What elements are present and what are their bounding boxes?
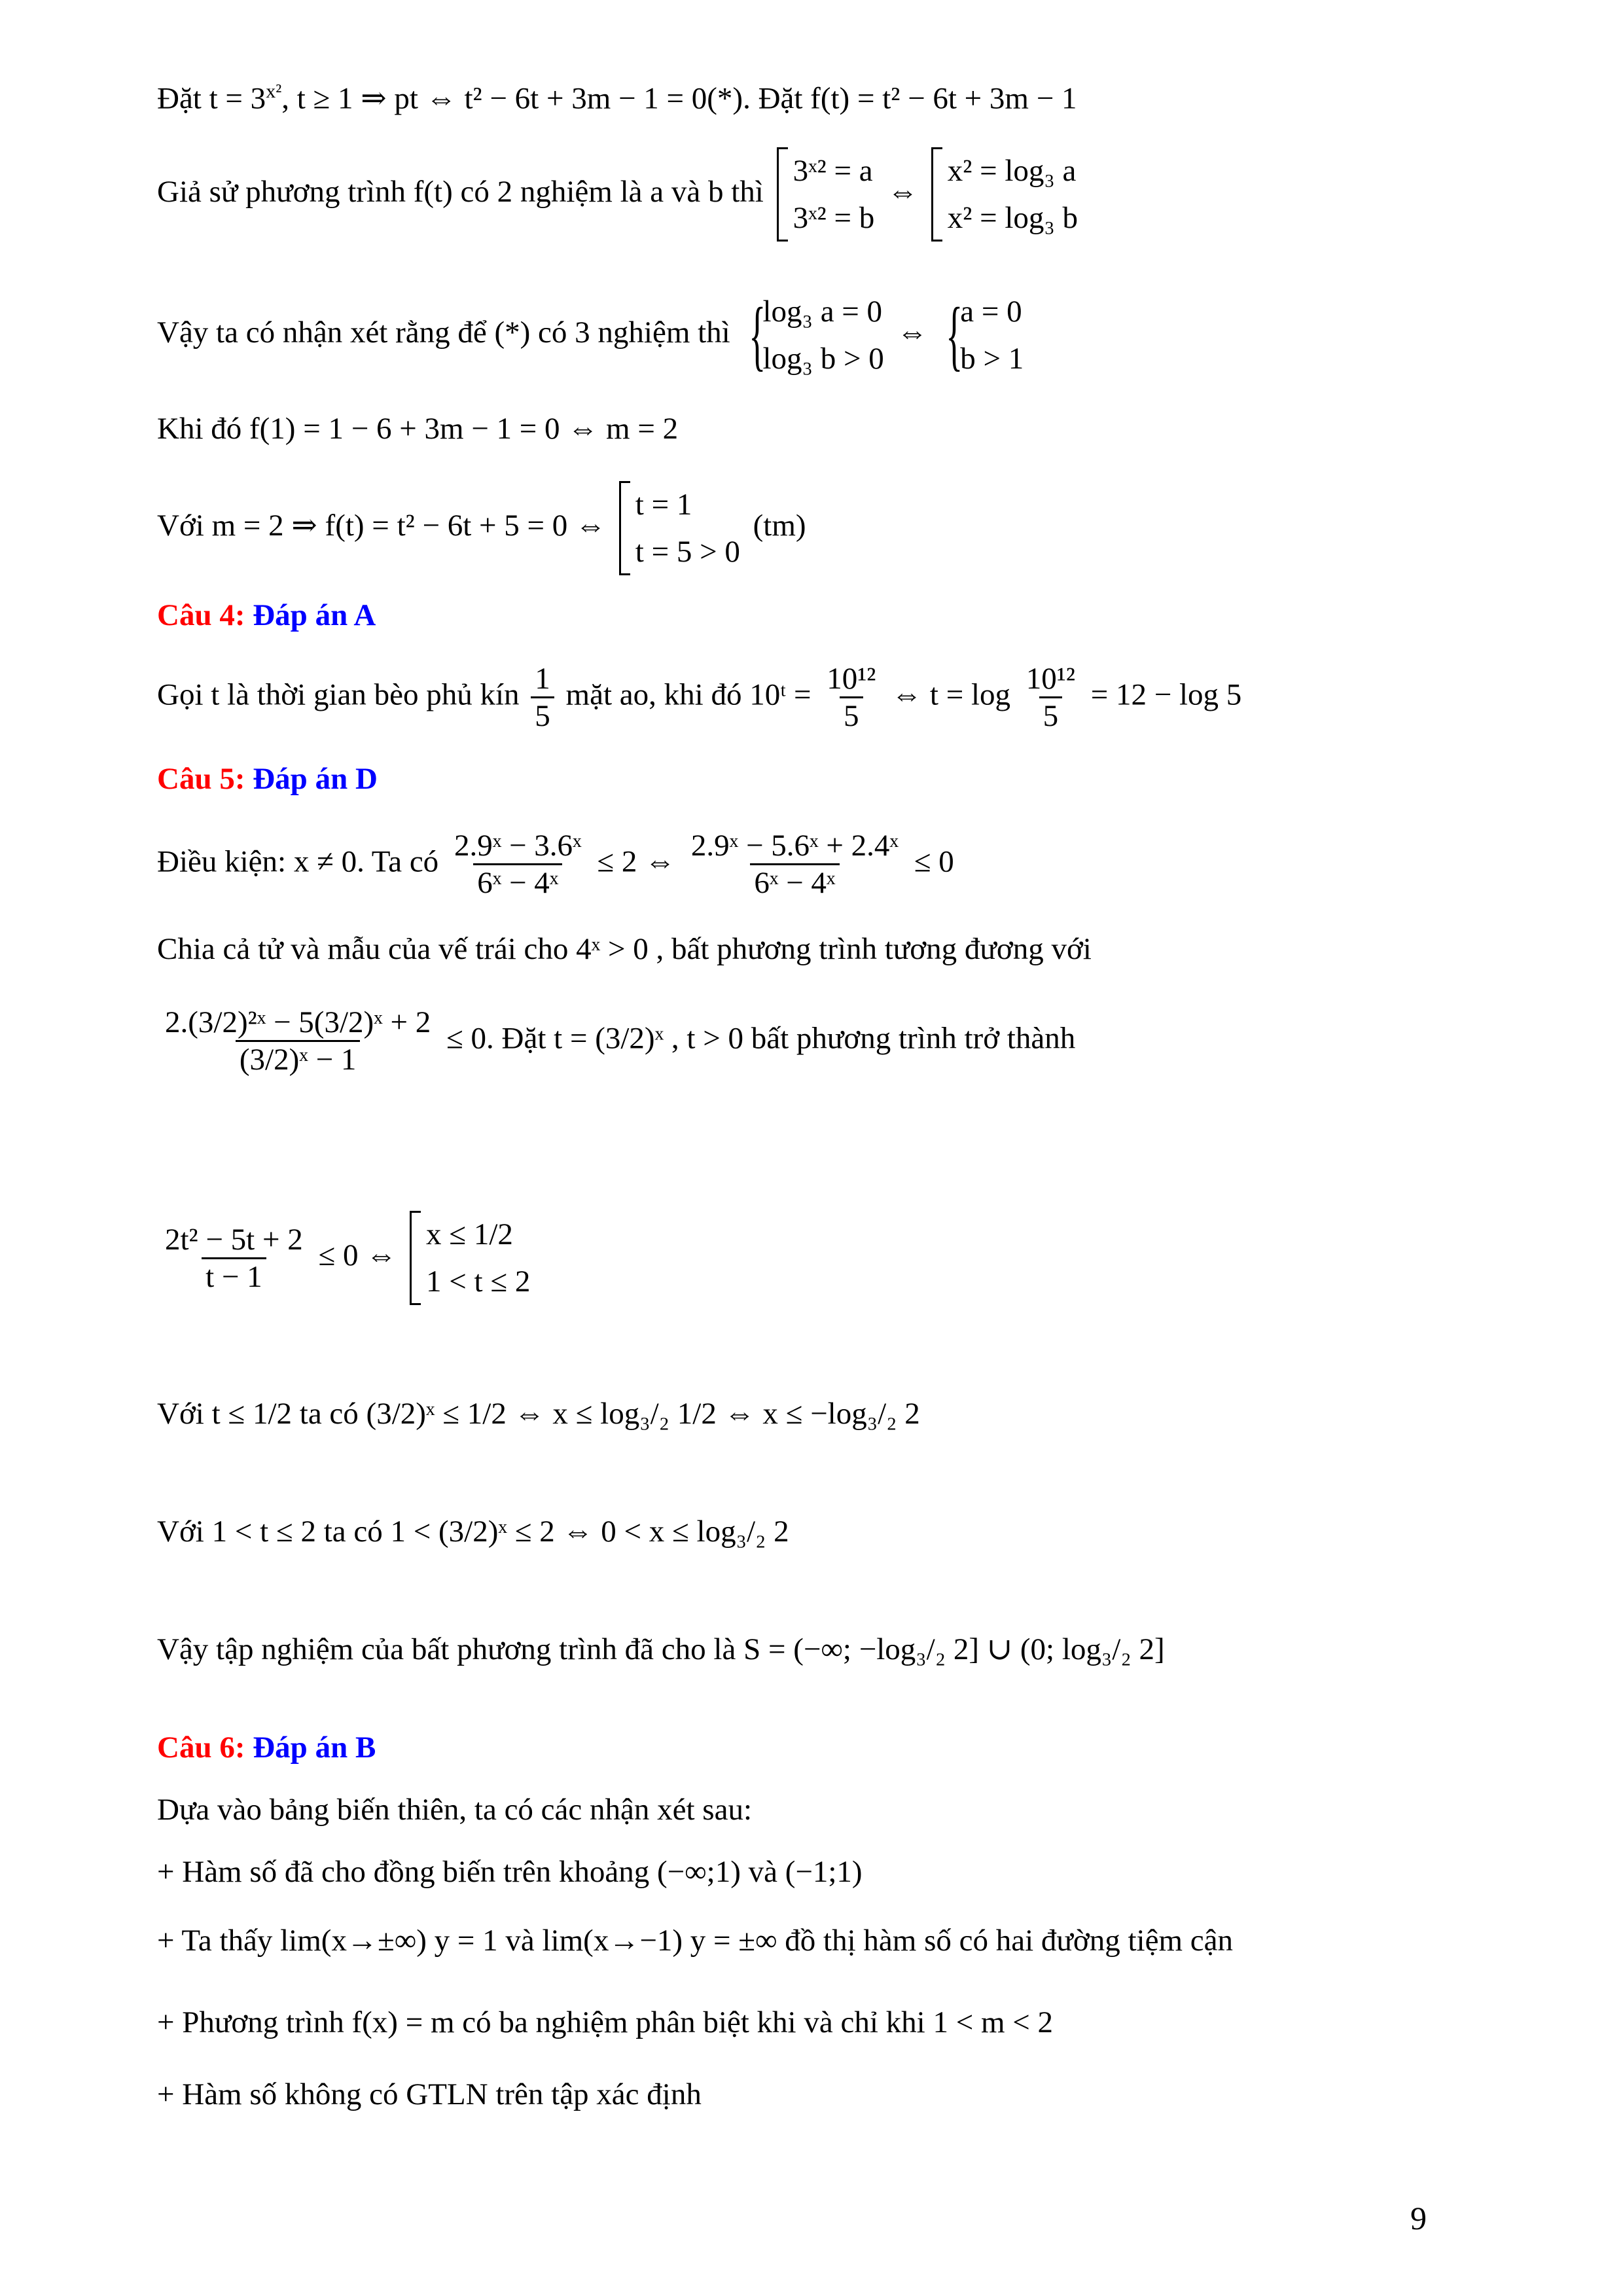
heading-question-6 [157, 1728, 376, 1767]
fraction: $\frac{\text{10¹²}}{5}$ [827, 662, 876, 733]
heading-question-4 [157, 596, 376, 635]
system-row: log₃ a = 0 [762, 295, 883, 329]
text-segment: + Phương trình f(x) = m có ba nghiệm phân biệt khi và chỉ khi 1 < m < 2 [157, 2005, 1054, 2039]
system-row: t = 1 [635, 488, 692, 522]
text-segment: (tm) [753, 508, 806, 543]
system-row: b > 1 [960, 342, 1024, 376]
bracket-system-3 [619, 481, 740, 575]
text-segment: = 12 − log 5 [1090, 677, 1242, 712]
question-label: Câu 4: [157, 598, 245, 632]
text-segment: Đặt t = 3 [157, 81, 266, 116]
system-row: 3ˣ² = a [793, 154, 873, 188]
line-remark: Vậy ta có nhận xét rằng để (*) có 3 nghiệm thì { log₃ a = 0 log₃ b > 0 ⇔ { a = 0 b > 1 [157, 288, 1029, 382]
bracket-system-1 [777, 147, 875, 242]
text-segment: Gọi t là thời gian bèo phủ kín [157, 677, 520, 712]
text-segment: mặt ao, khi đó 10ᵗ = [565, 677, 812, 712]
question-label: Câu 6: [157, 1731, 245, 1765]
brace-left: { [748, 291, 766, 378]
text-segment: Với m = 2 ⇒ f(t) = t² − 6t + 5 = 0 ⇔ [157, 508, 607, 543]
brace-system-1 [743, 288, 884, 382]
system-row: 1 < t ≤ 2 [426, 1265, 531, 1299]
line-q5-inequality [157, 1211, 535, 1305]
text-segment: Điều kiện: x ≠ 0. Ta có [157, 844, 439, 879]
text-segment: ≤ 0 ⇔ [318, 1238, 397, 1272]
fraction: $\frac{1}{5}$ [531, 661, 554, 734]
system-row: a = 0 [960, 295, 1022, 329]
text-segment: , t ≥ 1 ⇒ pt ⇔ t² − 6t + 3m − 1 = 0(*). Đặt f(t) = t² − 6t + 3m − 1 [281, 81, 1077, 116]
line-with-m [157, 481, 806, 575]
line-assume-roots: Giả sử phương trình f(t) có 2 nghiệm là a và b thì 3ˣ² = a 3ˣ² = b ⇔ x² = log₃ a x² = log₃ b [157, 147, 1083, 242]
line-q6-point3 [157, 2003, 1053, 2042]
text-segment: Chia cả tử và mẫu của vế trái cho 4ˣ > 0 , bất phương trình tương đương với [157, 932, 1092, 966]
line-q5-divide [157, 929, 1092, 969]
line-q5-solution-set [157, 1630, 1165, 1669]
superscript: x² [266, 81, 282, 102]
text-segment: + Hàm số đã cho đồng biến trên khoảng (−∞;1) và (−1;1) [157, 1855, 863, 1889]
line-q5-case2 [157, 1512, 789, 1551]
text-segment: Với 1 < t ≤ 2 ta có 1 < (3/2)ˣ ≤ 2 ⇔ 0 < x ≤ log₃/₂ 2 [157, 1515, 789, 1549]
text-segment: Vậy tập nghiệm của bất phương trình đã cho là S = (−∞; −log₃/₂ 2] ∪ (0; log₃/₂ 2] [157, 1632, 1165, 1666]
line-q6-point4 [157, 2075, 702, 2114]
text-segment: Với t ≤ 1/2 ta có (3/2)ˣ ≤ 1/2 ⇔ x ≤ log₃/₂ 1/2 ⇔ x ≤ −log₃/₂ 2 [157, 1397, 920, 1431]
answer-label: Đáp án D [253, 762, 378, 796]
page-number: 9 [1410, 2200, 1427, 2236]
fraction: $\frac{\text{2.9ˣ − 5.6ˣ + 2.4ˣ}}{\text{6ˣ − 4ˣ}}$ [690, 829, 899, 900]
text-segment: + Ta thấy lim(x→±∞) y = 1 và lim(x→−1) y = ±∞ đồ thị hàm số có hai đường tiệm cận [157, 1924, 1233, 1958]
answer-label: Đáp án A [253, 598, 376, 632]
bracket-left [410, 1211, 421, 1305]
line-q4-solution [157, 661, 1241, 734]
line-q6-point2 [157, 1921, 1233, 1960]
bracket-left [777, 147, 788, 242]
text-segment: ≤ 0. Đặt t = (3/2)ˣ , t > 0 bất phương trình trở thành [446, 1021, 1076, 1056]
question-label: Câu 5: [157, 762, 245, 796]
answer-label: Đáp án B [253, 1731, 376, 1765]
text-segment: Dựa vào bảng biến thiên, ta có các nhận xét sau: [157, 1793, 752, 1827]
line-q5-case1 [157, 1394, 920, 1433]
heading-question-5 [157, 759, 378, 798]
fraction: $\frac{\text{2.9ˣ − 3.6ˣ}}{\text{6ˣ − 4ˣ}}$ [454, 829, 582, 900]
line-q5-condition [157, 828, 954, 901]
bracket-system-2 [931, 147, 1078, 242]
system-row: x² = log₃ a [947, 154, 1077, 188]
bracket-system-4 [410, 1211, 530, 1305]
line-q6-point1 [157, 1852, 863, 1892]
text-segment: Khi đó f(1) = 1 − 6 + 3m − 1 = 0 ⇔ m = 2 [157, 412, 679, 446]
bracket-left [931, 147, 942, 242]
brace-left: { [946, 291, 963, 378]
brace-system-2 [940, 288, 1024, 382]
text-segment: Vậy ta có nhận xét rằng để (*) có 3 nghiệm thì [157, 315, 730, 350]
text-segment: ≤ 2 ⇔ [597, 844, 676, 879]
text-segment: Giả sử phương trình f(t) có 2 nghiệm là a và b thì [157, 174, 764, 209]
line-q5-transform [157, 1005, 1075, 1077]
system-row: t = 5 > 0 [635, 535, 740, 569]
fraction: $\frac{\text{2t² − 5t + 2}}{t - 1}$ [165, 1222, 303, 1294]
system-row: 3ˣ² = b [793, 201, 875, 235]
system-row: x² = log₃ b [947, 201, 1079, 235]
line-substitution [157, 72, 1077, 118]
text-segment: ≤ 0 [914, 844, 954, 879]
fraction: $\frac{\text{2.(3/2)²ˣ − 5(3/2)ˣ + 2}}{\text{(3/2)ˣ − 1}}$ [165, 1005, 431, 1077]
line-when-then [157, 409, 678, 448]
system-row: log₃ b > 0 [762, 342, 884, 376]
bracket-left [619, 481, 630, 575]
fraction: $\frac{\text{10¹²}}{5}$ [1026, 662, 1075, 733]
line-q6-intro [157, 1790, 752, 1829]
text-segment: ⇔ t = log [891, 677, 1011, 712]
text-segment: + Hàm số không có GTLN trên tập xác định [157, 2077, 702, 2111]
system-row: x ≤ 1/2 [426, 1217, 513, 1251]
